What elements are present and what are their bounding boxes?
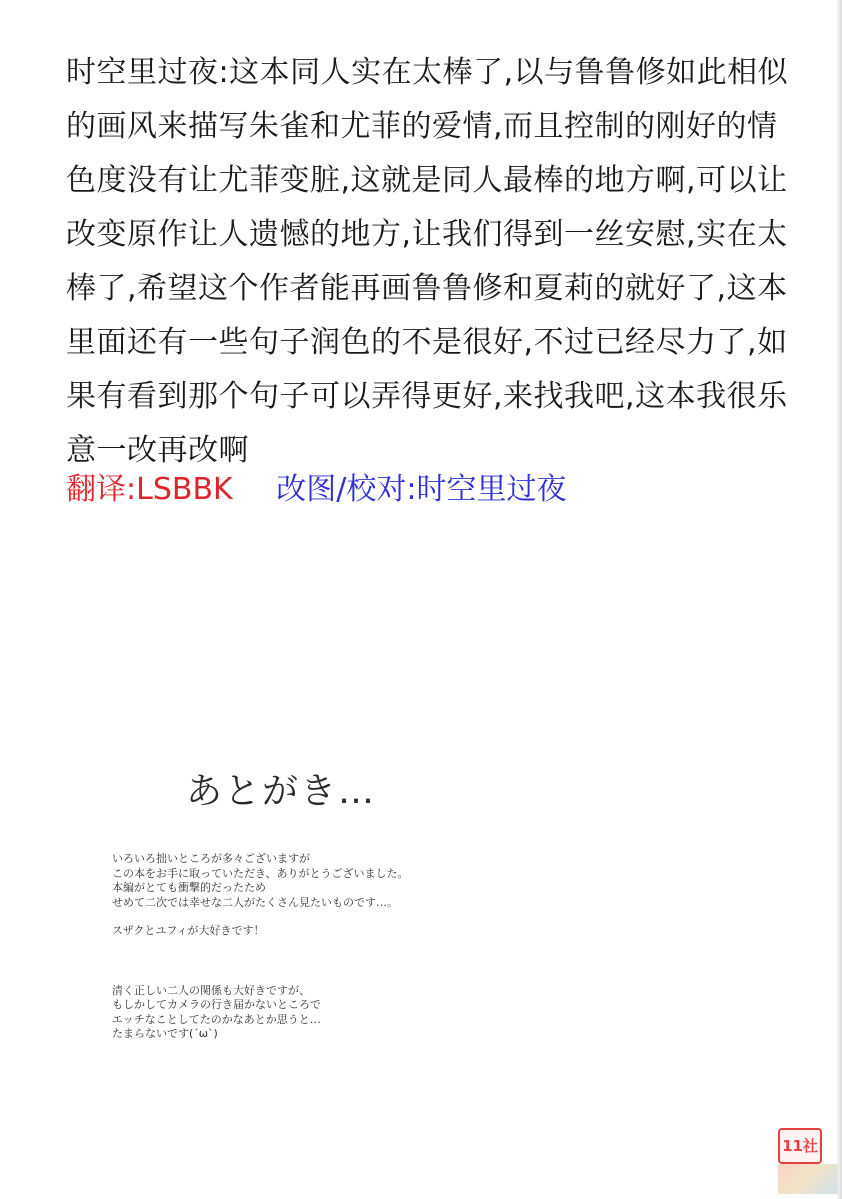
credit-editor: 改图/校对:时空里过夜 — [276, 472, 567, 507]
watermark-stamp — [778, 1128, 838, 1196]
afterword-line: 清く正しい二人の関係も大好きですが、 — [112, 983, 310, 997]
credits-line — [66, 468, 566, 512]
note-line: 棒了,希望这个作者能再画鲁鲁修和夏莉的就好了,这本 — [66, 271, 788, 306]
credit-translator: 翻译:LSBBK — [66, 472, 233, 507]
note-line: 改变原作让人遗憾的地方,让我们得到一丝安慰,实在太 — [66, 217, 788, 252]
afterword-line: せめて二次では幸せな二人がたくさん見たいものです…。 — [112, 895, 398, 909]
afterword-title: あとがき… — [186, 771, 377, 812]
note-line: 果有看到那个句子可以弄得更好,来找我吧,这本我很乐 — [66, 379, 788, 414]
paragraph-gap — [112, 910, 552, 924]
afterword-body — [112, 852, 552, 1042]
afterword-line: この本をお手に取っていただき、ありがとうございました。 — [112, 866, 409, 880]
afterword-line: 本編がとても衝撃的だったため — [112, 881, 266, 894]
note-line: 意一改再改啊 — [66, 433, 249, 468]
note-line: 色度没有让尤菲变脏,这就是同人最棒的地方啊,可以让 — [66, 163, 788, 198]
note-line: 时空里过夜:这本同人实在太棒了,以与鲁鲁修如此相似 — [66, 55, 789, 90]
afterword-line: エッチなことしてたのかなあとか思うと… — [112, 1012, 321, 1026]
translator-note — [66, 46, 789, 478]
paragraph-gap — [112, 939, 552, 984]
afterword-line: スザクとユフィが大好きです！ — [112, 924, 265, 937]
stamp-badge: 11社 — [778, 1128, 822, 1164]
stamp-image — [778, 1164, 838, 1194]
page-edge — [836, 0, 842, 1199]
note-line: 里面还有一些句子润色的不是很好,不过已经尽力了,如 — [66, 325, 788, 360]
afterword-line: たまらないです(´ω`) — [112, 1027, 218, 1040]
afterword-line: もしかしてカメラの行き届かないところで — [112, 998, 321, 1011]
note-line: 的画风来描写朱雀和尤菲的爱情,而且控制的刚好的情 — [66, 109, 778, 144]
afterword-line: いろいろ拙いところが多々ございますが — [112, 852, 310, 865]
